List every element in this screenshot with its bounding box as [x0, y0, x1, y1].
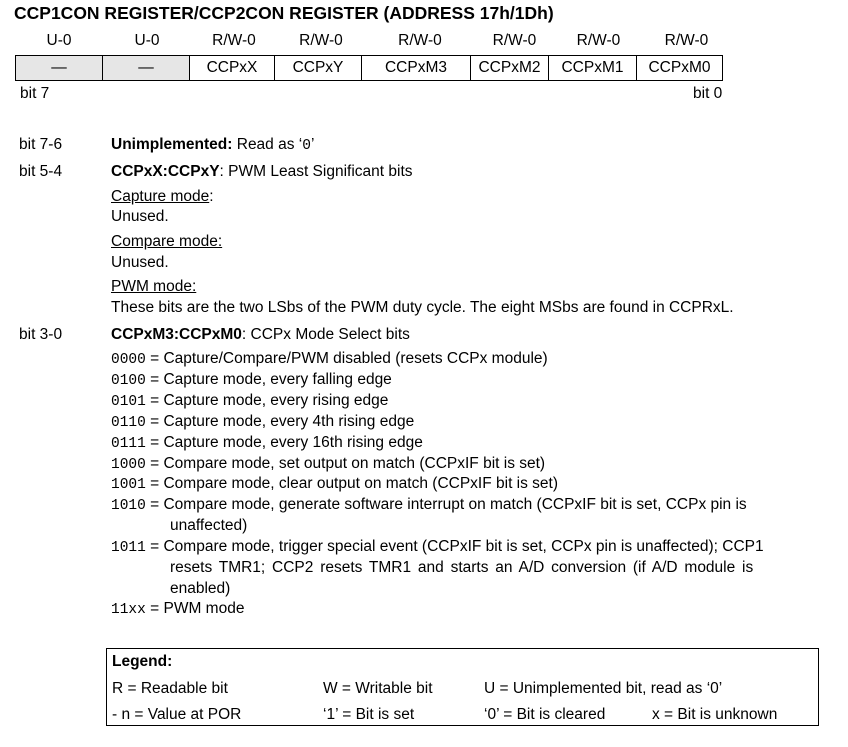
mode-code: 11xx: [111, 602, 146, 618]
value-zero: 0: [302, 138, 311, 154]
mode-text: = Capture mode, every falling edge: [145, 371, 392, 388]
pwm-mode-heading: PWM mode:: [111, 278, 197, 295]
mode-text: = Compare mode, set output on match (CCPxIF bit is set): [145, 455, 546, 472]
bit-cell: CCPxX: [190, 56, 275, 81]
mode-text: = Capture mode, every rising edge: [145, 392, 389, 409]
description-text: Read as ‘: [232, 136, 303, 153]
access-label: R/W-0: [212, 32, 256, 49]
access-label: U-0: [46, 32, 72, 49]
capture-mode-heading: [111, 188, 214, 206]
legend-title: Legend:: [112, 653, 173, 670]
mode-text: = Compare mode, trigger special event (CCPxIF bit is set, CCPx pin is unaffected); CCP1: [145, 538, 764, 555]
legend-box: [106, 648, 819, 726]
bit-cell: CCPxY: [275, 56, 362, 81]
access-label: R/W-0: [492, 32, 537, 49]
register-title: CCP1CON REGISTER/CCP2CON REGISTER (ADDRESS 17h/1Dh): [14, 3, 554, 23]
mode-code: 1000: [111, 457, 146, 473]
legend-entry: R = Readable bit: [112, 680, 228, 697]
legend-entry: U = Unimplemented bit, read as ‘0’: [484, 680, 723, 697]
mode-text: = Capture/Compare/PWM disabled (resets CCPx module): [145, 350, 548, 367]
legend-entry: W = Writable bit: [323, 680, 433, 697]
legend-entry: x = Bit is unknown: [652, 706, 778, 723]
mode-continuation: unaffected): [170, 517, 248, 534]
capture-heading-colon: :: [209, 188, 214, 205]
bit-label: bit 7-6: [19, 136, 63, 153]
mode-code: 1001: [111, 477, 146, 493]
bit-cell: CCPxM0: [637, 56, 723, 81]
bit-description: [111, 136, 314, 154]
mode-row: [111, 538, 764, 556]
mode-text: = PWM mode: [145, 600, 245, 617]
compare-mode-text: Unused.: [111, 254, 169, 271]
access-label: U-0: [134, 32, 160, 49]
bit-description: [111, 163, 413, 181]
bit-cell: —: [103, 56, 190, 81]
access-label: R/W-0: [299, 32, 343, 49]
mode-text: = Compare mode, clear output on match (CCPxIF bit is set): [145, 475, 559, 492]
mode-row: [111, 475, 558, 493]
mode-text: = Compare mode, generate software interrupt on match (CCPxIF bit is set, CCPx pin is: [145, 496, 747, 513]
mode-code: 1010: [111, 498, 146, 514]
description-text: : CCPx Mode Select bits: [241, 326, 410, 343]
mode-code: 0000: [111, 352, 146, 368]
mode-continuation: enabled): [170, 580, 231, 597]
access-label: R/W-0: [664, 32, 709, 49]
legend-entry: - n = Value at POR: [112, 706, 242, 723]
mode-row: [111, 350, 548, 368]
bit-low-label: bit 0: [693, 85, 723, 102]
field-name: CCPxM3:CCPxM0: [111, 326, 242, 343]
capture-heading-text: Capture mode: [111, 188, 210, 205]
mode-code: 0101: [111, 394, 146, 410]
bit-cell: —: [16, 56, 103, 81]
mode-row: [111, 600, 244, 618]
bit-high-label: bit 7: [20, 85, 50, 102]
bit-cell: CCPxM3: [362, 56, 471, 81]
mode-continuation: resets TMR1; CCP2 resets TMR1 and starts an A/D conversion (if A/D module is: [170, 559, 754, 576]
compare-mode-heading: Compare mode:: [111, 233, 223, 250]
mode-text: = Capture mode, every 4th rising edge: [145, 413, 415, 430]
bit-label: bit 5-4: [19, 163, 63, 180]
bit-label: bit 3-0: [19, 326, 63, 343]
bit-cell: CCPxM2: [471, 56, 549, 81]
mode-row: [111, 413, 414, 431]
mode-row: [111, 371, 392, 389]
access-label: R/W-0: [576, 32, 621, 49]
quote-end: ’: [310, 136, 315, 153]
mode-code: 0100: [111, 373, 146, 389]
pwm-mode-text: These bits are the two LSbs of the PWM duty cycle. The eight MSbs are found in CCPRxL.: [111, 299, 734, 316]
capture-mode-text: Unused.: [111, 208, 169, 225]
legend-entry: ‘0’ = Bit is cleared: [484, 706, 606, 723]
mode-code: 1011: [111, 540, 146, 556]
mode-code: 0110: [111, 415, 146, 431]
field-name: CCPxX:CCPxY: [111, 163, 220, 180]
mode-row: [111, 496, 747, 514]
register-bit-table: [15, 55, 723, 81]
mode-row: [111, 434, 423, 452]
mode-row: [111, 455, 545, 473]
mode-text: = Capture mode, every 16th rising edge: [145, 434, 423, 451]
bit-cell: CCPxM1: [549, 56, 637, 81]
mode-row: [111, 392, 388, 410]
field-name: Unimplemented:: [111, 136, 233, 153]
access-label: R/W-0: [398, 32, 442, 49]
mode-code: 0111: [111, 436, 146, 452]
bit-description: [111, 326, 410, 344]
description-text: : PWM Least Significant bits: [219, 163, 413, 180]
legend-entry: ‘1’ = Bit is set: [323, 706, 415, 723]
